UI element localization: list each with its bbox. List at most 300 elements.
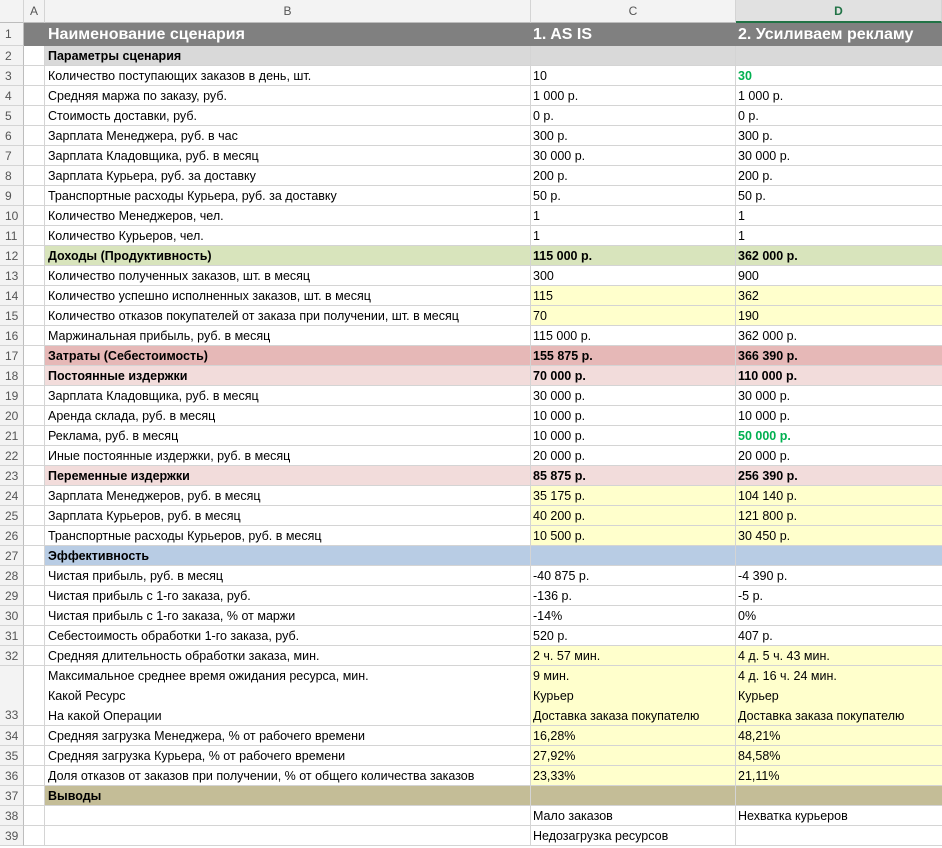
- cell-a7[interactable]: [24, 146, 45, 166]
- cell-c32[interactable]: [531, 646, 736, 666]
- cell-text: Аренда склада, руб. в месяц: [48, 409, 216, 423]
- cell-text: -14%: [533, 609, 563, 623]
- cell-text: 4 д. 5 ч. 43 мин.: [738, 649, 830, 663]
- cell-a29[interactable]: [24, 586, 45, 606]
- sheet-row-32: [0, 646, 942, 666]
- cell-b38[interactable]: [45, 806, 531, 826]
- cell-d38[interactable]: [736, 806, 942, 826]
- cell-text: Мало заказов: [533, 809, 613, 823]
- cell-text: Транспортные расходы Курьера, руб. за доставку: [48, 189, 337, 203]
- cell-d33[interactable]: [736, 666, 942, 726]
- cell-text: Количество поступающих заказов в день, шт.: [48, 69, 312, 83]
- cell-a20[interactable]: [24, 406, 45, 426]
- cell-a33[interactable]: [24, 666, 45, 726]
- sheet-row-34: [0, 726, 942, 746]
- cell-b33[interactable]: [45, 666, 531, 726]
- cell-c33[interactable]: [531, 666, 736, 726]
- cell-d23[interactable]: [736, 466, 942, 486]
- row-header[interactable]: 24: [0, 486, 24, 506]
- cell-text: 30 000 р.: [738, 149, 791, 163]
- cell-text: Чистая прибыль с 1-го заказа, руб.: [48, 589, 251, 603]
- cell-c30[interactable]: [531, 606, 736, 626]
- cell-text: 85 875 р.: [533, 469, 586, 483]
- cell-text: 366 390 р.: [738, 349, 798, 363]
- row-header[interactable]: 21: [0, 426, 24, 446]
- cell-d1[interactable]: [736, 23, 942, 46]
- cell-d37[interactable]: [736, 786, 942, 806]
- cell-a24[interactable]: [24, 486, 45, 506]
- sheet-row-10: [0, 206, 942, 226]
- cell-a16[interactable]: [24, 326, 45, 346]
- cell-c38[interactable]: [531, 806, 736, 826]
- cell-b28[interactable]: [45, 566, 531, 586]
- cell-c18[interactable]: [531, 366, 736, 386]
- cell-a1[interactable]: [24, 23, 45, 46]
- cell-b4[interactable]: [45, 86, 531, 106]
- cell-b8[interactable]: [45, 166, 531, 186]
- cell-d5[interactable]: [736, 106, 942, 126]
- cell-a9[interactable]: [24, 186, 45, 206]
- cell-d39[interactable]: [736, 826, 942, 846]
- row-header[interactable]: 36: [0, 766, 24, 786]
- cell-b2[interactable]: [45, 46, 531, 66]
- select-all-corner[interactable]: [0, 0, 24, 23]
- row-header[interactable]: 23: [0, 466, 24, 486]
- cell-c28[interactable]: [531, 566, 736, 586]
- cell-d34[interactable]: [736, 726, 942, 746]
- sheet-row-37: [0, 786, 942, 806]
- sheet-row-15: [0, 306, 942, 326]
- cell-text: 10 000 р.: [533, 409, 586, 423]
- cell-text: 520 р.: [533, 629, 568, 643]
- row-header[interactable]: 8: [0, 166, 24, 186]
- cell-d32[interactable]: [736, 646, 942, 666]
- cell-c27[interactable]: [531, 546, 736, 566]
- cell-a4[interactable]: [24, 86, 45, 106]
- cell-b39[interactable]: [45, 826, 531, 846]
- cell-text: На какой Операции: [48, 709, 162, 723]
- cell-a18[interactable]: [24, 366, 45, 386]
- cell-a27[interactable]: [24, 546, 45, 566]
- cell-a39[interactable]: [24, 826, 45, 846]
- cell-b30[interactable]: [45, 606, 531, 626]
- cell-text: Затраты (Себестоимость): [48, 349, 208, 363]
- row-header[interactable]: 5: [0, 106, 24, 126]
- cell-text: 362 000 р.: [738, 329, 798, 343]
- cell-d14[interactable]: [736, 286, 942, 306]
- cell-d20[interactable]: [736, 406, 942, 426]
- cell-b27[interactable]: [45, 546, 531, 566]
- cell-d13[interactable]: [736, 266, 942, 286]
- row-header[interactable]: 32: [0, 646, 24, 666]
- cell-text: 121 800 р.: [738, 509, 798, 523]
- cell-d16[interactable]: [736, 326, 942, 346]
- sheet-row-19: [0, 386, 942, 406]
- cell-text: 30 000 р.: [533, 389, 586, 403]
- cell-text: Реклама, руб. в месяц: [48, 429, 179, 443]
- cell-b14[interactable]: [45, 286, 531, 306]
- cell-c31[interactable]: [531, 626, 736, 646]
- cell-d35[interactable]: [736, 746, 942, 766]
- row-header[interactable]: 10: [0, 206, 24, 226]
- cell-a15[interactable]: [24, 306, 45, 326]
- cell-c3[interactable]: [531, 66, 736, 86]
- cell-text: 20 000 р.: [738, 449, 791, 463]
- column-header-d[interactable]: D: [736, 0, 942, 23]
- cell-a35[interactable]: [24, 746, 45, 766]
- cell-d25[interactable]: [736, 506, 942, 526]
- cell-text: 50 р.: [738, 189, 766, 203]
- cell-d30[interactable]: [736, 606, 942, 626]
- cell-b10[interactable]: [45, 206, 531, 226]
- cell-text: Чистая прибыль с 1-го заказа, % от маржи: [48, 609, 296, 623]
- cell-d9[interactable]: [736, 186, 942, 206]
- cell-text: 23,33%: [533, 769, 576, 783]
- cell-text: 115 000 р.: [533, 249, 593, 263]
- sheet-row-14: [0, 286, 942, 306]
- row-header[interactable]: 20: [0, 406, 24, 426]
- cell-text: 50 000 р.: [738, 429, 791, 443]
- sheet-row-12: [0, 246, 942, 266]
- cell-a17[interactable]: [24, 346, 45, 366]
- sheet-row-5: [0, 106, 942, 126]
- cell-c15[interactable]: [531, 306, 736, 326]
- cell-d21[interactable]: [736, 426, 942, 446]
- row-header[interactable]: 19: [0, 386, 24, 406]
- row-header[interactable]: 13: [0, 266, 24, 286]
- cell-text: 1. AS IS: [533, 26, 592, 43]
- cell-text: Недозагрузка ресурсов: [533, 829, 669, 843]
- cell-d17[interactable]: [736, 346, 942, 366]
- cell-b26[interactable]: [45, 526, 531, 546]
- sheet-row-16: [0, 326, 942, 346]
- cell-a32[interactable]: [24, 646, 45, 666]
- row-header[interactable]: 4: [0, 86, 24, 106]
- cell-text: Средняя длительность обработки заказа, мин.: [48, 649, 320, 663]
- sheet-row-1: [0, 23, 942, 46]
- cell-b37[interactable]: [45, 786, 531, 806]
- cell-b5[interactable]: [45, 106, 531, 126]
- cell-b22[interactable]: [45, 446, 531, 466]
- cell-text: 1: [533, 209, 540, 223]
- sheet-row-4: [0, 86, 942, 106]
- cell-a11[interactable]: [24, 226, 45, 246]
- cell-text: Количество Менеджеров, чел.: [48, 209, 224, 223]
- cell-b21[interactable]: [45, 426, 531, 446]
- cell-text: 104 140 р.: [738, 489, 798, 503]
- cell-b9[interactable]: [45, 186, 531, 206]
- sheet-row-30: [0, 606, 942, 626]
- cell-c2[interactable]: [531, 46, 736, 66]
- cell-d4[interactable]: [736, 86, 942, 106]
- cell-c35[interactable]: [531, 746, 736, 766]
- cell-a5[interactable]: [24, 106, 45, 126]
- cell-d11[interactable]: [736, 226, 942, 246]
- cell-c39[interactable]: [531, 826, 736, 846]
- cell-c20[interactable]: [531, 406, 736, 426]
- cell-c6[interactable]: [531, 126, 736, 146]
- cell-b15[interactable]: [45, 306, 531, 326]
- sheet-row-23: [0, 466, 942, 486]
- cell-d8[interactable]: [736, 166, 942, 186]
- cell-d3[interactable]: [736, 66, 942, 86]
- cell-d31[interactable]: [736, 626, 942, 646]
- cell-d7[interactable]: [736, 146, 942, 166]
- cell-text: 10 000 р.: [738, 409, 791, 423]
- cell-text: 27,92%: [533, 749, 576, 763]
- cell-c37[interactable]: [531, 786, 736, 806]
- sheet-row-28: [0, 566, 942, 586]
- cell-c8[interactable]: [531, 166, 736, 186]
- cell-c5[interactable]: [531, 106, 736, 126]
- sheet-row-31: [0, 626, 942, 646]
- row-header[interactable]: 6: [0, 126, 24, 146]
- row-header[interactable]: 33: [0, 666, 24, 726]
- cell-c24[interactable]: [531, 486, 736, 506]
- cell-text: 300 р.: [533, 129, 568, 143]
- row-header[interactable]: 35: [0, 746, 24, 766]
- cell-b25[interactable]: [45, 506, 531, 526]
- row-header[interactable]: 15: [0, 306, 24, 326]
- row-header[interactable]: 7: [0, 146, 24, 166]
- sheet-row-21: [0, 426, 942, 446]
- cell-a34[interactable]: [24, 726, 45, 746]
- cell-b35[interactable]: [45, 746, 531, 766]
- sheet-row-7: [0, 146, 942, 166]
- cell-text: Доставка заказа покупателю: [738, 709, 905, 723]
- cell-b13[interactable]: [45, 266, 531, 286]
- cell-c12[interactable]: [531, 246, 736, 266]
- cell-text: Зарплата Курьеров, руб. в месяц: [48, 509, 241, 523]
- cell-text: 1 000 р.: [533, 89, 579, 103]
- row-header[interactable]: 2: [0, 46, 24, 66]
- cell-b17[interactable]: [45, 346, 531, 366]
- cell-text: Средняя загрузка Менеджера, % от рабочего времени: [48, 729, 365, 743]
- cell-c11[interactable]: [531, 226, 736, 246]
- cell-d22[interactable]: [736, 446, 942, 466]
- row-header[interactable]: 29: [0, 586, 24, 606]
- row-header[interactable]: 28: [0, 566, 24, 586]
- cell-d18[interactable]: [736, 366, 942, 386]
- cell-text: Доставка заказа покупателю: [533, 709, 700, 723]
- column-header-b[interactable]: B: [45, 0, 531, 23]
- cell-text: 362: [738, 289, 759, 303]
- cell-text: Зарплата Кладовщика, руб. в месяц: [48, 389, 259, 403]
- cell-d12[interactable]: [736, 246, 942, 266]
- cell-b18[interactable]: [45, 366, 531, 386]
- sheet-row-9: [0, 186, 942, 206]
- cell-a37[interactable]: [24, 786, 45, 806]
- cell-text: Количество Курьеров, чел.: [48, 229, 204, 243]
- cell-b6[interactable]: [45, 126, 531, 146]
- row-header[interactable]: 27: [0, 546, 24, 566]
- row-header[interactable]: 31: [0, 626, 24, 646]
- cell-a21[interactable]: [24, 426, 45, 446]
- row-header[interactable]: 25: [0, 506, 24, 526]
- sheet-row-24: [0, 486, 942, 506]
- cell-text: Зарплата Курьера, руб. за доставку: [48, 169, 256, 183]
- cell-c9[interactable]: [531, 186, 736, 206]
- cell-text: 70: [533, 309, 547, 323]
- cell-b24[interactable]: [45, 486, 531, 506]
- sheet-row-8: [0, 166, 942, 186]
- cell-c22[interactable]: [531, 446, 736, 466]
- cell-c19[interactable]: [531, 386, 736, 406]
- column-header-a[interactable]: A: [24, 0, 45, 23]
- cell-b12[interactable]: [45, 246, 531, 266]
- row-header[interactable]: 9: [0, 186, 24, 206]
- cell-text: Постоянные издержки: [48, 369, 188, 383]
- sheet-row-2: [0, 46, 942, 66]
- row-header[interactable]: 16: [0, 326, 24, 346]
- cell-b29[interactable]: [45, 586, 531, 606]
- cell-b31[interactable]: [45, 626, 531, 646]
- cell-c25[interactable]: [531, 506, 736, 526]
- cell-a36[interactable]: [24, 766, 45, 786]
- cell-d27[interactable]: [736, 546, 942, 566]
- cell-b20[interactable]: [45, 406, 531, 426]
- cell-c34[interactable]: [531, 726, 736, 746]
- cell-b36[interactable]: [45, 766, 531, 786]
- cell-a19[interactable]: [24, 386, 45, 406]
- cell-c36[interactable]: [531, 766, 736, 786]
- cell-b19[interactable]: [45, 386, 531, 406]
- cell-a12[interactable]: [24, 246, 45, 266]
- cell-text: Иные постоянные издержки, руб. в месяц: [48, 449, 291, 463]
- sheet-row-36: [0, 766, 942, 786]
- cell-text: Доходы (Продуктивность): [48, 249, 212, 263]
- cell-c29[interactable]: [531, 586, 736, 606]
- cell-a26[interactable]: [24, 526, 45, 546]
- row-header[interactable]: 17: [0, 346, 24, 366]
- cell-text: 10 500 р.: [533, 529, 586, 543]
- cell-b34[interactable]: [45, 726, 531, 746]
- cell-c10[interactable]: [531, 206, 736, 226]
- cell-a30[interactable]: [24, 606, 45, 626]
- cell-text: 0%: [738, 609, 757, 623]
- cell-a10[interactable]: [24, 206, 45, 226]
- cell-a3[interactable]: [24, 66, 45, 86]
- cell-text: 256 390 р.: [738, 469, 798, 483]
- cell-text: 300: [533, 269, 554, 283]
- cell-text: 35 175 р.: [533, 489, 586, 503]
- cell-c13[interactable]: [531, 266, 736, 286]
- row-header[interactable]: 1: [0, 23, 24, 46]
- cell-d15[interactable]: [736, 306, 942, 326]
- cell-text: Количество успешно исполненных заказов, шт. в месяц: [48, 289, 371, 303]
- cell-a13[interactable]: [24, 266, 45, 286]
- sheet-row-35: [0, 746, 942, 766]
- cell-text: 110 000 р.: [738, 369, 798, 383]
- cell-b11[interactable]: [45, 226, 531, 246]
- cell-text: 50 р.: [533, 189, 561, 203]
- cell-a25[interactable]: [24, 506, 45, 526]
- row-header[interactable]: 39: [0, 826, 24, 846]
- row-header[interactable]: 34: [0, 726, 24, 746]
- cell-c26[interactable]: [531, 526, 736, 546]
- cell-d19[interactable]: [736, 386, 942, 406]
- cell-d6[interactable]: [736, 126, 942, 146]
- cell-c17[interactable]: [531, 346, 736, 366]
- cell-a8[interactable]: [24, 166, 45, 186]
- cell-b32[interactable]: [45, 646, 531, 666]
- cell-text: -40 875 р.: [533, 569, 590, 583]
- cell-text: 155 875 р.: [533, 349, 593, 363]
- cell-text: 1: [738, 229, 745, 243]
- row-header[interactable]: 30: [0, 606, 24, 626]
- cell-text: Нехватка курьеров: [738, 809, 848, 823]
- cell-text: 30 450 р.: [738, 529, 791, 543]
- cell-text: 0 р.: [738, 109, 759, 123]
- row-header[interactable]: 14: [0, 286, 24, 306]
- sheet-row-18: [0, 366, 942, 386]
- column-header-row: [0, 0, 942, 23]
- cell-text: [738, 46, 942, 66]
- cell-text: 48,21%: [738, 729, 781, 743]
- row-header[interactable]: 26: [0, 526, 24, 546]
- cell-text: 4 д. 16 ч. 24 мин.: [738, 669, 837, 683]
- cell-a14[interactable]: [24, 286, 45, 306]
- cell-d28[interactable]: [736, 566, 942, 586]
- sheet-row-11: [0, 226, 942, 246]
- sheet-row-39: [0, 826, 942, 846]
- cell-d29[interactable]: [736, 586, 942, 606]
- cell-text: Максимальное среднее время ожидания ресурса, мин.: [48, 669, 369, 683]
- cell-a22[interactable]: [24, 446, 45, 466]
- cell-a31[interactable]: [24, 626, 45, 646]
- cell-b23[interactable]: [45, 466, 531, 486]
- cell-c1[interactable]: [531, 23, 736, 46]
- cell-d26[interactable]: [736, 526, 942, 546]
- column-header-c[interactable]: C: [531, 0, 736, 23]
- cell-a2[interactable]: [24, 46, 45, 66]
- cell-a23[interactable]: [24, 466, 45, 486]
- cell-text: 115 000 р.: [533, 329, 592, 343]
- cell-text: Средняя загрузка Курьера, % от рабочего времени: [48, 749, 346, 763]
- sheet-row-6: [0, 126, 942, 146]
- cell-c14[interactable]: [531, 286, 736, 306]
- cell-c4[interactable]: [531, 86, 736, 106]
- cell-d2[interactable]: [736, 46, 942, 66]
- cell-b16[interactable]: [45, 326, 531, 346]
- row-header[interactable]: 18: [0, 366, 24, 386]
- cell-text: 16,28%: [533, 729, 576, 743]
- row-header[interactable]: 37: [0, 786, 24, 806]
- cell-a38[interactable]: [24, 806, 45, 826]
- row-header[interactable]: 12: [0, 246, 24, 266]
- cell-c7[interactable]: [531, 146, 736, 166]
- cell-text: 407 р.: [738, 629, 773, 643]
- sheet-row-13: [0, 266, 942, 286]
- cell-b1[interactable]: [45, 23, 531, 46]
- row-header[interactable]: 11: [0, 226, 24, 246]
- cell-a6[interactable]: [24, 126, 45, 146]
- cell-text: Курьер: [533, 689, 574, 703]
- row-header[interactable]: 22: [0, 446, 24, 466]
- cell-c23[interactable]: [531, 466, 736, 486]
- cell-d36[interactable]: [736, 766, 942, 786]
- cell-a28[interactable]: [24, 566, 45, 586]
- cell-d24[interactable]: [736, 486, 942, 506]
- cell-b7[interactable]: [45, 146, 531, 166]
- cell-text: 70 000 р.: [533, 369, 586, 383]
- cell-c16[interactable]: [531, 326, 736, 346]
- row-header[interactable]: 3: [0, 66, 24, 86]
- cell-c21[interactable]: [531, 426, 736, 446]
- cell-b3[interactable]: [45, 66, 531, 86]
- row-header[interactable]: 38: [0, 806, 24, 826]
- cell-d10[interactable]: [736, 206, 942, 226]
